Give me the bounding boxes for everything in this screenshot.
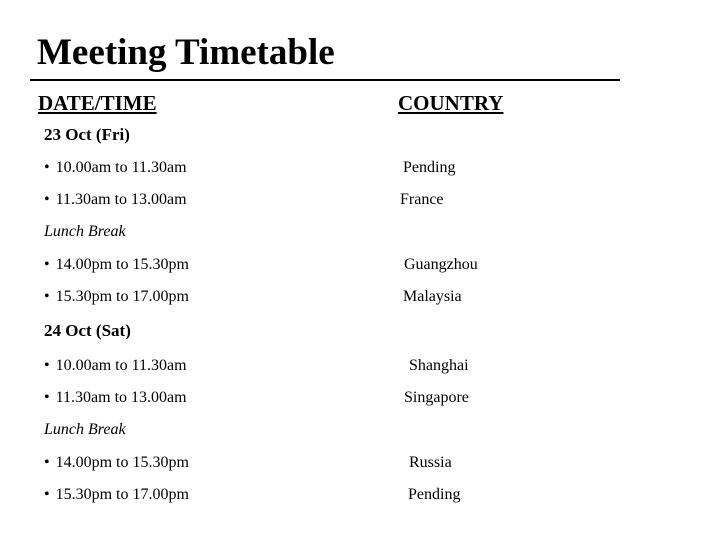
time-slot (44, 287, 189, 307)
page-title: Meeting Timetable (37, 32, 335, 73)
time-slot (44, 190, 187, 210)
country-cell: France (400, 191, 444, 208)
title-divider (30, 79, 620, 81)
time-slot (44, 158, 187, 178)
country-cell: Pending (408, 486, 461, 503)
country-cell: Pending (403, 159, 456, 176)
country-cell: Russia (409, 454, 452, 471)
datetime-header: DATE/TIME (38, 91, 157, 115)
bullet-icon: • (44, 256, 50, 273)
country-cell: Guangzhou (404, 256, 478, 273)
day-label: 24 Oct (Sat) (44, 321, 131, 340)
time-slot-text: 15.30pm to 17.00pm (55, 288, 189, 305)
time-slot-text: 15.30pm to 17.00pm (55, 486, 189, 503)
time-slot-text: 10.00am to 11.30am (55, 357, 187, 374)
country-cell: Singapore (404, 389, 469, 406)
bullet-icon: • (44, 288, 50, 305)
bullet-icon: • (44, 454, 50, 471)
country-cell: Shanghai (409, 357, 469, 374)
bullet-icon: • (44, 159, 50, 176)
lunch-break-label: Lunch Break (44, 223, 126, 240)
time-slot (44, 485, 189, 505)
bullet-icon: • (44, 357, 50, 374)
time-slot-text: 14.00pm to 15.30pm (55, 256, 189, 273)
bullet-icon: • (44, 389, 50, 406)
time-slot-text: 10.00am to 11.30am (55, 159, 187, 176)
bullet-icon: • (44, 191, 50, 208)
time-slot-text: 11.30am to 13.00am (55, 389, 187, 406)
time-slot (44, 388, 187, 408)
time-slot-text: 14.00pm to 15.30pm (55, 454, 189, 471)
bullet-icon: • (44, 486, 50, 503)
time-slot (44, 356, 187, 376)
time-slot (44, 255, 189, 275)
lunch-break-label: Lunch Break (44, 421, 126, 438)
time-slot-text: 11.30am to 13.00am (55, 191, 187, 208)
country-header: COUNTRY (398, 91, 504, 115)
time-slot (44, 453, 189, 473)
day-label: 23 Oct (Fri) (44, 125, 130, 144)
country-cell: Malaysia (403, 288, 462, 305)
